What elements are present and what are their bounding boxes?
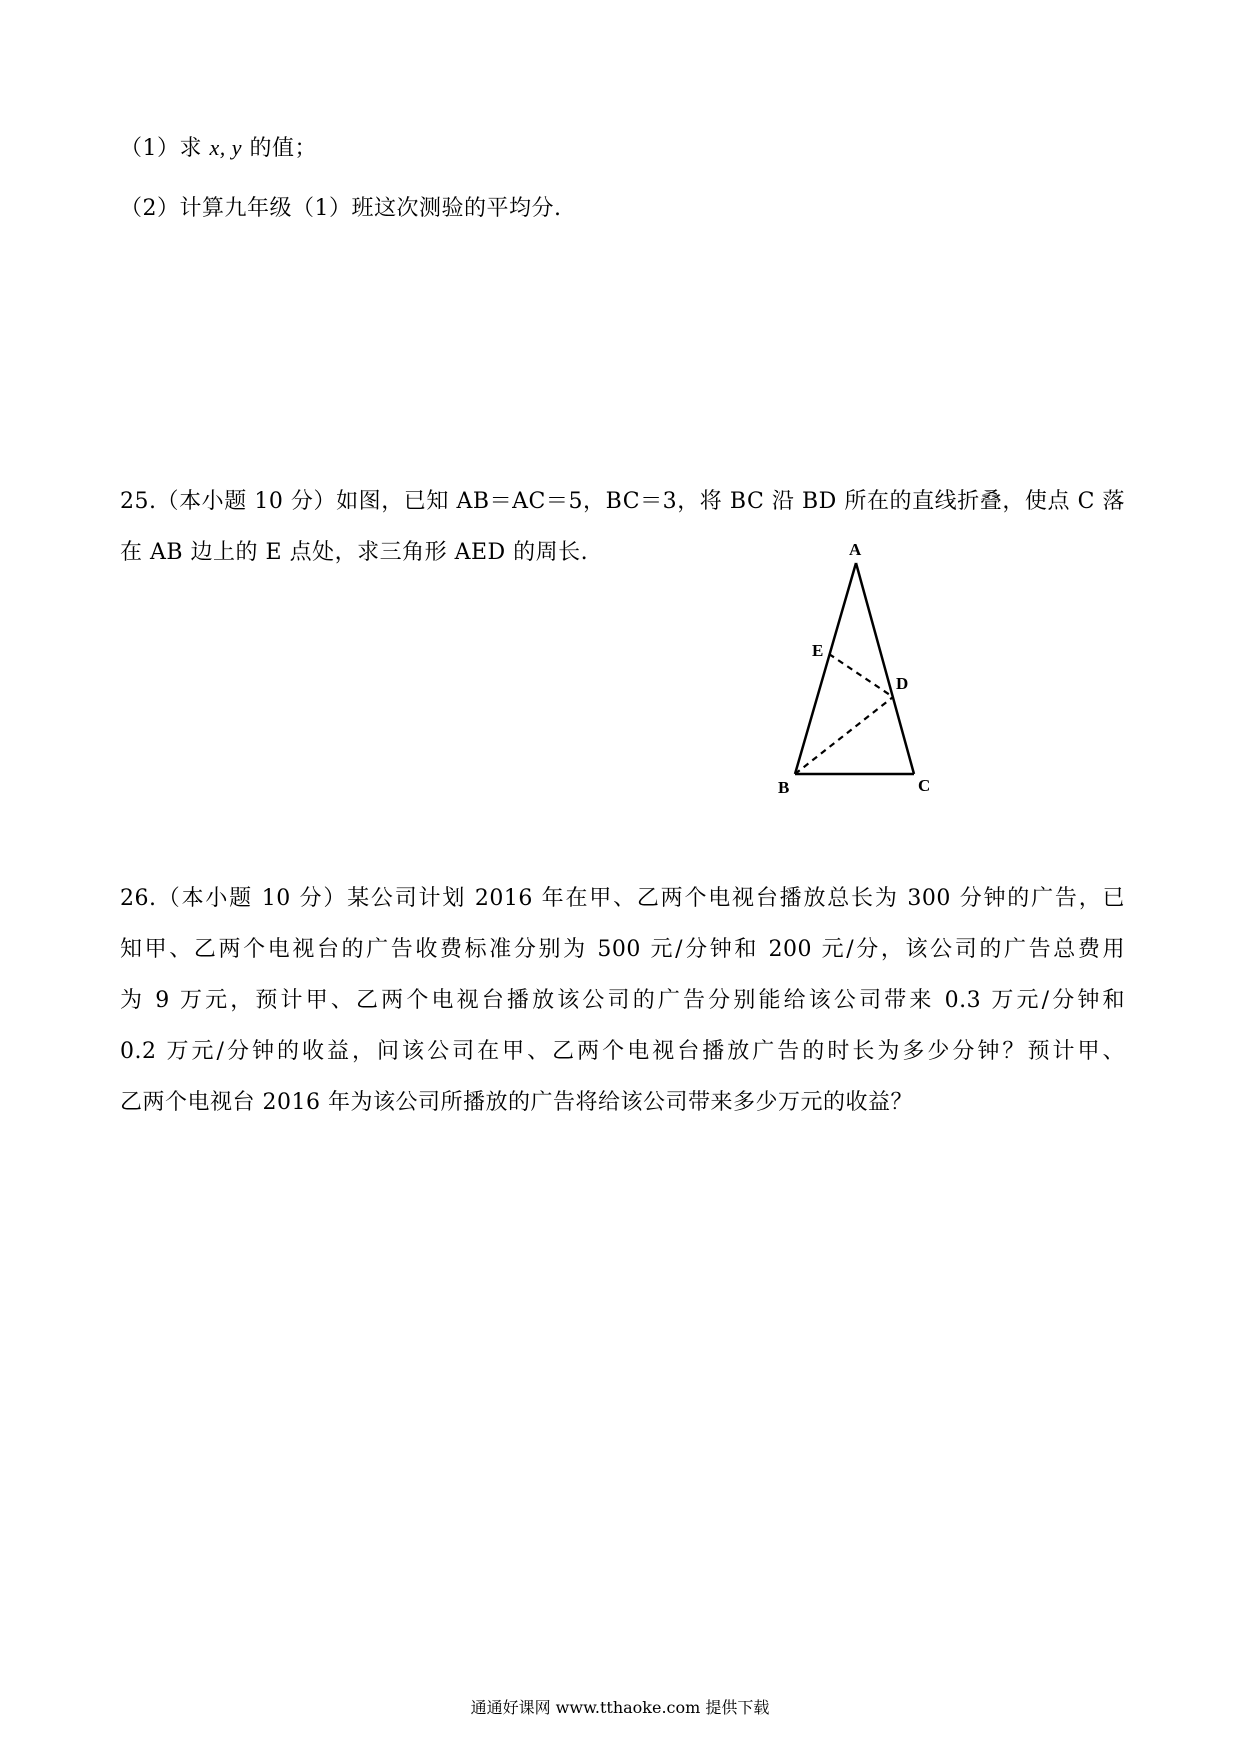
label-c: C [918,776,931,795]
q26-line-3: 为 9 万元，预计甲、乙两个电视台播放该公司的广告分别能给该公司带来 0.3 万元/分钟和 [120,988,1125,1013]
q24-sub1-prefix: （1）求 [120,136,210,161]
triangle-figure [760,535,960,805]
q25-line-2: 在 AB 边上的 E 点处，求三角形 AED 的周长. [120,540,589,565]
q24-sub1-vars: x, y [209,135,243,160]
q24-sub2: （2）计算九年级（1）班这次测验的平均分. [120,196,562,221]
q26-line-2: 知甲、乙两个电视台的广告收费标准分别为 500 元/分钟和 200 元/分，该公司的广告总费用 [120,937,1125,962]
q26-line-5: 乙两个电视台 2016 年为该公司所播放的广告将给该公司带来多少万元的收益？ [120,1090,913,1115]
q24-sub1-suffix: 的值； [242,136,318,161]
segment-bd [795,697,893,774]
q24-sub1 [120,133,317,164]
label-b: B [778,778,790,797]
q26-line-4: 0.2 万元/分钟的收益，问该公司在甲、乙两个电视台播放广告的时长为多少分钟？预计甲、 [120,1039,1125,1064]
q25-line-1: 25.（本小题 10 分）如图，已知 AB＝AC＝5，BC＝3，将 BC 沿 BD 所在的直线折叠，使点 C 落 [120,489,1125,514]
label-a: A [849,540,862,559]
footer-download-note: 通通好课网 www.tthaoke.com 提供下载 [470,1698,770,1717]
q26-line-1: 26.（本小题 10 分）某公司计划 2016 年在甲、乙两个电视台播放总长为 300 分钟的广告，已 [120,886,1125,911]
label-e: E [812,641,824,660]
side-ac [856,563,914,774]
side-ab [795,563,856,774]
label-d: D [896,674,909,693]
